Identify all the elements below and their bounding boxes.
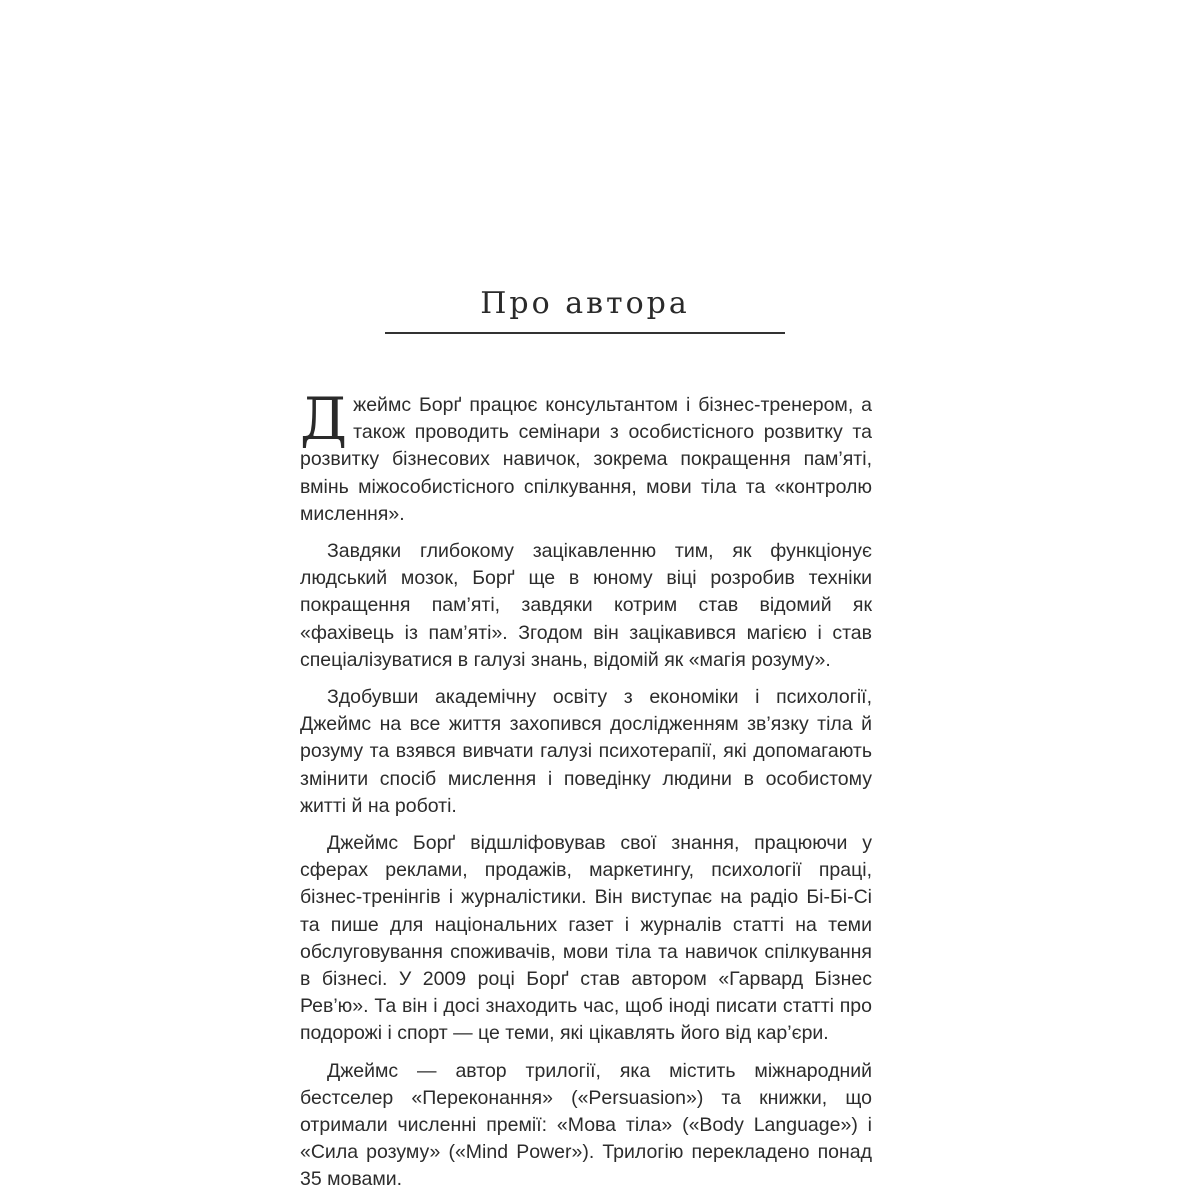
- title-underline: [385, 332, 785, 334]
- paragraph-1-text: жеймс Борґ працює консультантом і бізнес-тренером, а також проводить семінари з особистісного розвитку та розвитку бізнесових навичок, зокрема покращення пам’яті, вмінь міжособистісного спілкування, мови тіла та «контролю мислення».: [300, 394, 872, 525]
- drop-cap: Д: [300, 385, 348, 453]
- page-body: [300, 385, 872, 1200]
- paragraph-5: Джеймс — автор трилогії, яка містить міжнародний бестселер «Переконання» («Persuasion») та книжки, що отримали численні премії: «Мова тіла» («Body Language») і «Сила розуму» («Mind Power»). Трилогію перекладено понад 35 мовами.: [300, 1059, 872, 1191]
- paragraph-2: Завдяки глибокому зацікавленню тим, як функціонує людський мозок, Борґ ще в юному віці розробив техніки покращення пам’яті, завдяки котрим став відомий як «фахівець із пам’яті». Згодом він зацікавився магією і став спеціалізуватися в галузі знань, відомій як «магія розуму».: [300, 540, 872, 671]
- page-title: Про автора: [480, 286, 690, 321]
- paragraph-4: Джеймс Борґ відшліфовував свої знання, працюючи у сферах реклами, продажів, маркетингу, психології праці, бізнес-тренінгів і журналістики. Він виступає на радіо Бі-Бі-Сі та пише для національних газет і журналів статті на теми обслуговування споживачів, мови тіла та навичок спілкування в бізнесі. У 2009 році Борґ став автором «Гарвард Бізнес Рев’ю». Та він і досі знаходить час, щоб іноді писати статті про подорожі і спорт — це теми, які цікавлять його від кар’єри.: [300, 832, 872, 1045]
- paragraph-3: Здобувши академічну освіту з економіки і психології, Джеймс на все життя захопився дослідженням зв’язку тіла й розуму та взявся вивчати галузі психотерапії, які допомагають змінити спосіб мислення і поведінку людини в особистому житті й на роботі.: [300, 686, 872, 817]
- paragraph-1: [300, 385, 872, 528]
